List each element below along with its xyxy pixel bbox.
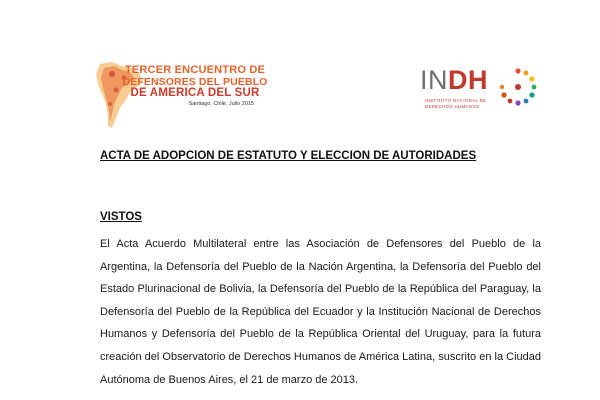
paragraph-line: Defensoría del Pueblo de la República del Ecuador y la Institución Nacional de Derechos [100,305,541,318]
section-heading-vistos: VISTOS [100,211,142,223]
indh-wordmark [420,65,488,95]
indh-letters-red: DH [448,65,488,95]
encuentro-logo [92,60,277,130]
encuentro-place-date: Santiago, Chile, Julio 2015 [188,100,254,107]
indh-subtitle-line-2: DERECHOS HUMANOS [425,103,480,109]
paragraph-line: Humanos y Defensoría del Pueblo de la República Oriental del Uruguay, para la futura [100,328,541,341]
paragraph-line: creación del Observatorio de Derechos Humanos de América Latina, suscrito en la Ciudad [100,350,541,363]
paragraph-line: El Acta Acuerdo Multilateral entre las Asociación de Defensores del Pueblo de la [100,238,541,250]
encuentro-line-1: TERCER ENCUENTRO DE [124,64,266,76]
indh-letters-gray: IN [420,65,448,95]
paragraph-line: Autónoma de Buenos Aires, el 21 de marzo de 2013. [100,373,359,386]
paragraph-line: Argentina, la Defensoría del Pueblo de la Nación Argentina, la Defensoría del Pueblo del [100,260,541,273]
paragraph-line: Estado Plurinacional de Bolivia, la Defensoría del Pueblo de la República del Paraguay, la [100,283,541,296]
indh-logo [420,65,540,115]
indh-subtitle [425,98,487,109]
encuentro-line-3: DE AMERICA DEL SUR [130,87,260,99]
indh-subtitle-line-1: INSTITUTO NACIONAL DE [425,98,487,103]
encuentro-logo-text [120,65,270,109]
encuentro-line-2: DEFENSORES DEL PUEBLO [122,75,268,88]
document-title: ACTA DE ADOPCION DE ESTATUTO Y ELECCION DE AUTORIDADES [100,150,477,162]
vistos-paragraph [100,233,541,391]
indh-dots-icon [498,67,538,107]
